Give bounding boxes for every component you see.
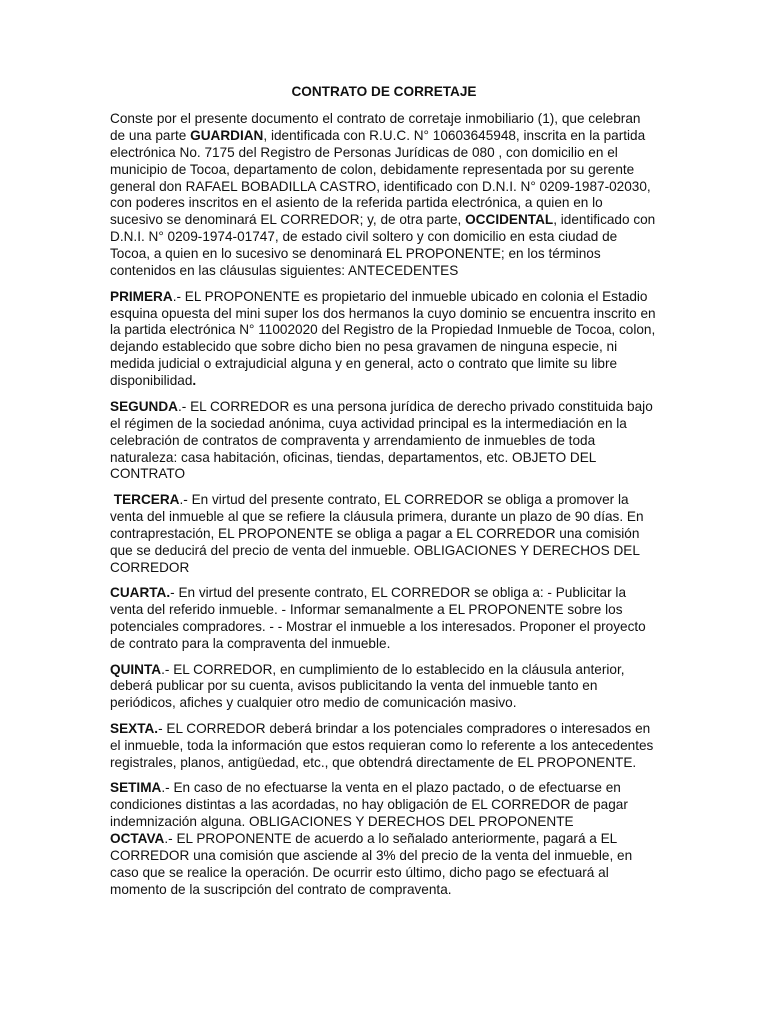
clause-primera-text: .- EL PROPONENTE es propietario del inmueble ubicado en colonia el Estadio esquina opuesta del mini super los dos hermanos la cuyo dominio se encuentra inscrito en la partida electrónica N° 11002020 del Registro de la Propiedad Inmueble de Tocoa, colon, dejando establecido que sobre dicho bien no pesa gravamen de ninguna especie, ni medida judicial o extrajudicial alguna y en general, acto o contrato que limite su libre disponibilidad — [110, 288, 656, 389]
clause-setima-text: .- En caso de no efectuarse la venta en el plazo pactado, o de efectuarse en condiciones distintas a las acordadas, no hay obligación de EL CORREDOR de pagar indemnización alguna. OBLIGACIONES Y DERECHOS DEL PROPONENTE — [110, 780, 628, 830]
clause-sexta-label: SEXTA. — [110, 720, 159, 736]
clause-segunda-text: .- EL CORREDOR es una persona jurídica de derecho privado constituida bajo el régimen de la sociedad anónima, cuya actividad principal es la intermediación en la celebración de contratos de compraventa y arrendamiento de inmuebles de toda naturaleza: casa habitación, oficinas, tiendas, departamentos, etc. OBJETO DEL CONTRATO — [110, 398, 653, 482]
clause-primera-label: PRIMERA — [110, 288, 173, 304]
clause-segunda — [110, 399, 658, 484]
clause-segunda-label: SEGUNDA — [110, 398, 178, 414]
clause-tercera-text: .- En virtud del presente contrato, EL CORREDOR se obliga a promover la venta del inmueble al que se refiere la cláusula primera, durante un plazo de 90 días. En contraprestación, EL PROPONENTE se obliga a pagar a EL CORREDOR una comisión que se deducirá del precio de venta del inmueble. OBLIGACIONES Y DERECHOS DEL CORREDOR — [110, 492, 644, 575]
clause-cuarta-text: - En virtud del presente contrato, EL CORREDOR se obliga a: - Publicitar la venta del referido inmueble. - Informar semanalmente a EL PROPONENTE sobre los potenciales compradores. - - Mostrar el inmueble a los interesados. Proponer el proyecto de contrato para la compraventa del inmueble. — [110, 585, 646, 651]
intro-text-1: Conste por el presente documento el contrato de corretaje inmobiliario (1), que celebran de una parte — [110, 110, 641, 143]
clause-setima-label: SETIMA — [110, 780, 162, 796]
party-occidental: OCCIDENTAL — [465, 212, 554, 228]
document-title: CONTRATO DE CORRETAJE — [291, 84, 477, 99]
clause-primera-end: . — [192, 373, 197, 389]
clause-quinta — [110, 662, 658, 713]
party-guardian: GUARDIAN — [190, 127, 264, 143]
clause-cuarta — [110, 585, 658, 653]
clause-primera — [110, 289, 658, 390]
clause-quinta-text: .- EL CORREDOR, en cumplimiento de lo establecido en la cláusula anterior, deberá publicar por su cuenta, avisos publicitando la venta del inmueble tanto en periódicos, afiches y cualquier otro medio de comunicación masivo. — [110, 661, 625, 711]
clause-cuarta-label: CUARTA. — [110, 585, 171, 601]
intro-text-2: , identificada con R.U.C. N° 10603645948, inscrita en la partida electrónica No. 7175 del Registro de Personas Jurídicas de 080 , con domicilio en el municipio de Tocoa, departamento de colon, debidamente representada por su gerente general don RAFAEL BOBADILLA CASTRO, identificado con D.N.I. N° 0209-1987-02030, con poderes inscritos en el asiento de la referida partida electrónica, a quien en lo sucesivo se denominará EL CORREDOR; y, de otra parte, — [110, 127, 651, 228]
clause-octava-text: .- EL PROPONENTE de acuerdo a lo señalado anteriormente, pagará a EL CORREDOR una comisión que asciende al 3% del precio de la venta del inmueble, en caso que se realice la operación. De ocurrir esto último, dicho pago se efectuará al momento de la suscripción del contrato de compraventa. — [110, 831, 633, 897]
clause-tercera-label: TERCERA — [113, 492, 180, 507]
clause-quinta-label: QUINTA — [110, 661, 162, 677]
clause-tercera — [110, 492, 658, 577]
clause-setima-octava — [110, 780, 658, 898]
document-page — [110, 84, 658, 907]
clause-octava-label: OCTAVA — [110, 831, 165, 847]
intro-text-3: , identificado con D.N.I. N° 0209-1974-01747, de estado civil soltero y con domicilio en esta ciudad de Tocoa, a quien en lo sucesivo se denominará EL PROPONENTE; en los términos contenidos en las cláusulas siguientes: ANTECEDENTES — [110, 212, 656, 279]
intro-paragraph — [110, 111, 658, 280]
clause-sexta-text: - EL CORREDOR deberá brindar a los potenciales compradores o interesados en el inmueble, toda la información que estos requieran como lo referente a los antecedentes registrales, planos, antigüedad, etc., que obtendrá directamente de EL PROPONENTE. — [110, 720, 654, 770]
clause-sexta — [110, 721, 658, 772]
